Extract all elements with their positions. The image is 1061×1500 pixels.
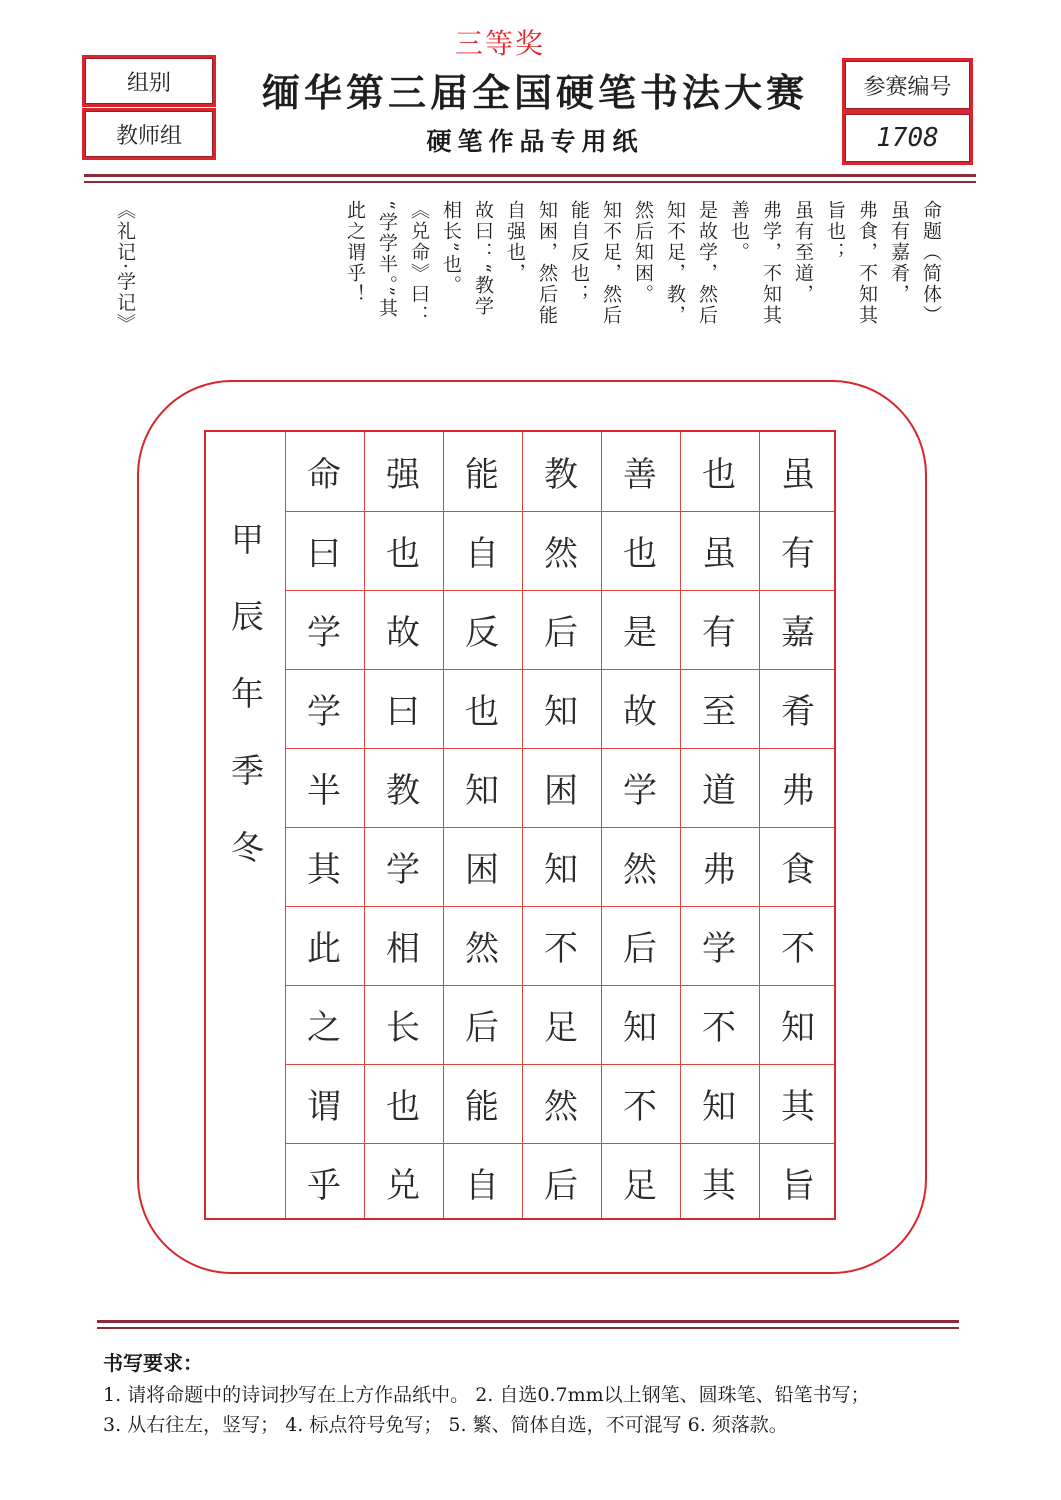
entry-label-box <box>842 58 973 112</box>
grid-character: 学 <box>307 612 341 653</box>
reference-column: 知困，然后能 <box>536 200 558 326</box>
grid-character: 知 <box>544 691 578 732</box>
grid-character: 故 <box>623 691 657 732</box>
grid-character: 后 <box>465 1007 499 1048</box>
reference-column: 弗学，不知其 <box>760 200 782 326</box>
grid-character: 也 <box>386 533 420 574</box>
grid-character: 兑 <box>386 1165 420 1206</box>
header-rule-bottom <box>84 181 976 183</box>
entry-label: 参赛编号 <box>863 74 952 100</box>
reference-column: 善也。 <box>728 200 750 263</box>
requirements-line-1: 1. 请将命题中的诗词抄写在上方作品纸中。 2. 自选0.7mm以上钢笔、圆珠笔、铅笔书写； <box>103 1384 870 1406</box>
grid-character: 学 <box>702 928 736 969</box>
paper-subtitle: 硬笔作品专用纸 <box>426 127 644 156</box>
reference-column: 虽有至道， <box>792 200 814 305</box>
grid-character: 学 <box>623 770 657 811</box>
grid-character: 知 <box>623 1007 657 1048</box>
grid-character: 知 <box>781 1007 815 1048</box>
grid-character: 后 <box>544 612 578 653</box>
grid-character: 嘉 <box>781 612 815 653</box>
reference-column: 弗食，不知其 <box>856 200 878 326</box>
reference-column: 知不足，教， <box>664 200 686 326</box>
grid-character: 知 <box>702 1086 736 1127</box>
grid-character: 之 <box>307 1007 341 1048</box>
grid-character: 然 <box>623 849 657 890</box>
grid-character: 不 <box>623 1086 657 1127</box>
grid-character: 是 <box>623 612 657 653</box>
grid-character: 知 <box>544 849 578 890</box>
grid-character: 命 <box>307 454 341 495</box>
reference-column: 能自反也； <box>568 200 590 305</box>
signature-text: 甲辰年季冬 <box>226 522 265 907</box>
grid-character: 不 <box>702 1007 736 1048</box>
grid-character: 乎 <box>307 1165 341 1206</box>
grid-character: 虽 <box>702 533 736 574</box>
grid-character: 也 <box>702 454 736 495</box>
grid-character: 能 <box>465 454 499 495</box>
writing-grid <box>204 430 836 1220</box>
entry-number: 1708 <box>876 123 939 153</box>
signature <box>206 522 285 907</box>
grid-character: 也 <box>465 691 499 732</box>
reference-column: 《兑命》曰： <box>408 200 430 326</box>
reference-column: 知不足，然后 <box>600 200 622 326</box>
footer-rule-top <box>97 1320 959 1323</box>
grid-character: 自 <box>465 533 499 574</box>
grid-character: 困 <box>544 770 578 811</box>
entry-number-box <box>842 111 973 165</box>
reference-column: 《礼记·学记》 <box>114 200 136 335</box>
grid-character: 相 <box>386 928 420 969</box>
grid-character: 教 <box>544 454 578 495</box>
grid-character: 足 <box>623 1165 657 1206</box>
grid-character: 善 <box>623 454 657 495</box>
reference-column: 是故学，然后 <box>696 200 718 326</box>
requirements-line-2: 3. 从右往左，竖写； 4. 标点符号免写； 5. 繁、简体自选，不可混写 6. 须落款。 <box>103 1414 788 1436</box>
grid-character: 不 <box>544 928 578 969</box>
reference-column: 命题（简体） <box>920 200 942 326</box>
group-value-box <box>82 108 216 160</box>
reference-column: 旨也； <box>824 200 846 263</box>
group-value: 教师组 <box>115 123 182 149</box>
grid-character: 弗 <box>781 770 815 811</box>
grid-character: 后 <box>623 928 657 969</box>
reference-column: 此之谓乎！ <box>344 200 366 305</box>
grid-character: 然 <box>465 928 499 969</box>
reference-column: “学学半。”其 <box>376 200 398 319</box>
grid-character: 学 <box>307 691 341 732</box>
grid-character: 道 <box>702 770 736 811</box>
reference-column: 虽有嘉肴， <box>888 200 910 305</box>
grid-character: 曰 <box>386 691 420 732</box>
grid-character: 食 <box>781 849 815 890</box>
grid-character: 知 <box>465 770 499 811</box>
competition-title: 缅华第三届全国硬笔书法大赛 <box>261 70 808 115</box>
grid-character: 也 <box>386 1086 420 1127</box>
grid-character: 肴 <box>781 691 815 732</box>
grid-character: 教 <box>386 770 420 811</box>
grid-character: 不 <box>781 928 815 969</box>
grid-character: 其 <box>702 1165 736 1206</box>
grid-character: 然 <box>544 533 578 574</box>
grid-character: 困 <box>465 849 499 890</box>
grid-character: 长 <box>386 1007 420 1048</box>
group-label-box <box>82 55 216 107</box>
grid-character: 半 <box>307 770 341 811</box>
grid-character: 此 <box>307 928 341 969</box>
grid-character: 反 <box>465 612 499 653</box>
grid-character: 足 <box>544 1007 578 1048</box>
group-label: 组别 <box>126 70 171 96</box>
grid-character: 学 <box>386 849 420 890</box>
grid-character: 虽 <box>781 454 815 495</box>
grid-character: 故 <box>386 612 420 653</box>
grid-character: 后 <box>544 1165 578 1206</box>
requirements-title: 书写要求： <box>103 1351 203 1375</box>
grid-character: 弗 <box>702 849 736 890</box>
grid-character: 其 <box>781 1086 815 1127</box>
grid-character: 有 <box>781 533 815 574</box>
reference-column: 相长”也。 <box>440 200 462 296</box>
grid-character: 也 <box>623 533 657 574</box>
reference-column: 自强也， <box>504 200 526 284</box>
grid-character: 谓 <box>307 1086 341 1127</box>
grid-character: 其 <box>307 849 341 890</box>
award-label: 三等奖 <box>455 27 546 60</box>
header-rule-top <box>84 174 976 177</box>
reference-column: 故曰：“教学 <box>472 200 494 317</box>
grid-character: 自 <box>465 1165 499 1206</box>
grid-character: 强 <box>386 454 420 495</box>
grid-character: 能 <box>465 1086 499 1127</box>
reference-column: 然后知困。 <box>632 200 654 305</box>
grid-character: 旨 <box>781 1165 815 1206</box>
grid-character: 然 <box>544 1086 578 1127</box>
grid-character: 至 <box>702 691 736 732</box>
footer-rule-bottom <box>97 1327 959 1329</box>
grid-character: 曰 <box>307 533 341 574</box>
grid-character: 有 <box>702 612 736 653</box>
